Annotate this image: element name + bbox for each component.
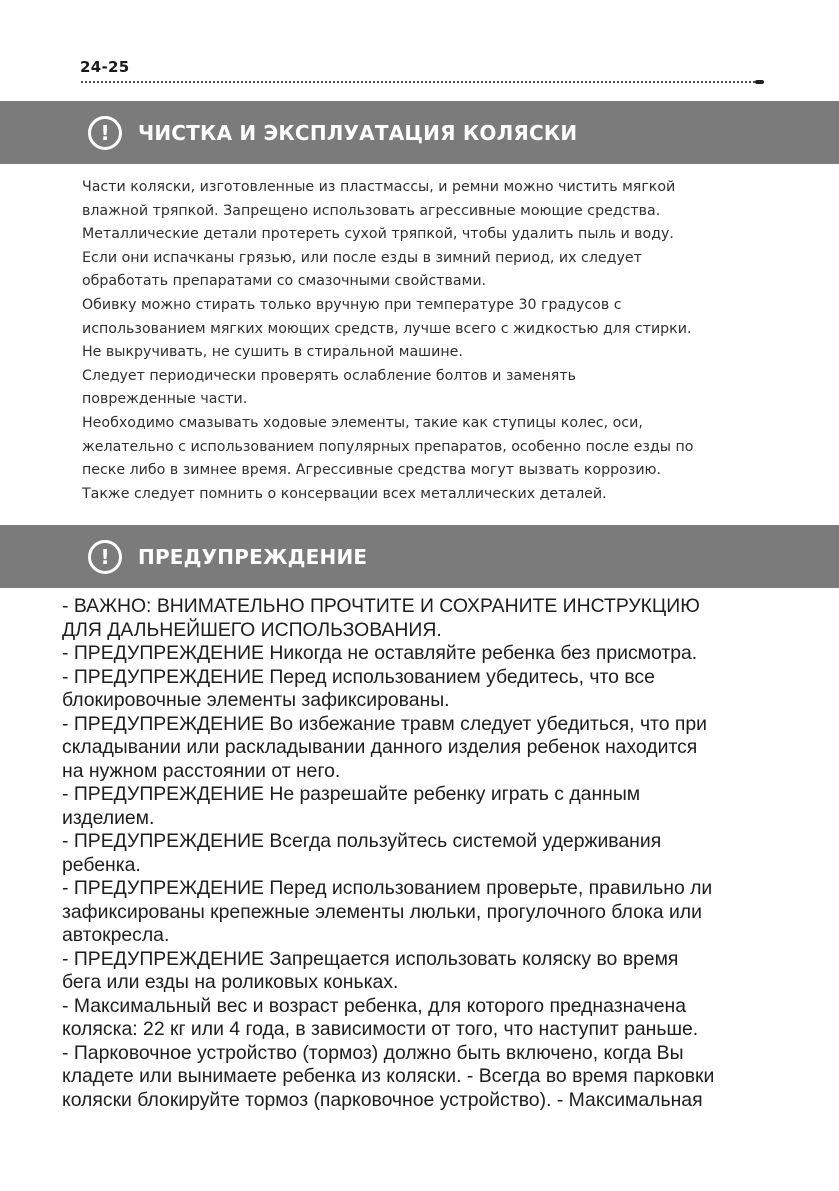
warning-line: автокресла. [62, 924, 170, 946]
warning-line: изделием. [62, 806, 155, 829]
warning-line: бега или езды на роликовых коньках. [62, 971, 399, 993]
paragraph-line: Обивку можно стирать только вручную при температуре 30 градусов с [82, 296, 622, 313]
warning-section-body [62, 595, 792, 1112]
alert-circle-icon: ! [88, 540, 122, 574]
divider-end-mark [755, 80, 764, 84]
warning-line: ребенка. [62, 853, 141, 876]
warning-line: блокировочные элементы зафиксированы. [62, 689, 450, 711]
paragraph-line: Следует периодически проверять ослабление болтов и заменять [82, 367, 576, 384]
page-number: 24-25 [80, 58, 130, 76]
warning-line: - ПРЕДУПРЕЖДЕНИЕ Перед использованием убедитесь, что все [62, 665, 655, 688]
paragraph-line: желательно с использованием популярных препаратов, особенно после езды по [82, 438, 694, 455]
warning-line: коляска: 22 кг или 4 года, в зависимости от того, что наступит раньше. [62, 1018, 699, 1040]
alert-circle-icon: ! [88, 116, 122, 150]
paragraph-line: Необходимо смазывать ходовые элементы, такие как ступицы колес, оси, [82, 414, 643, 431]
paragraph-line: использованием мягких моющих средств, лучше всего с жидкостью для стирки. [82, 320, 692, 337]
paragraph-line: Не выкручивать, не сушить в стиральной машине. [82, 344, 463, 361]
warning-line: - ПРЕДУПРЕЖДЕНИЕ Не разрешайте ребенку играть с данным [62, 783, 641, 805]
warning-line: - ПРЕДУПРЕЖДЕНИЕ Запрещается использовать коляску во время [62, 947, 679, 970]
paragraph-line: песке либо в зимнее время. Агрессивные средства могут вызвать коррозию. [82, 462, 662, 479]
warning-line: - ПРЕДУПРЕЖДЕНИЕ Никогда не оставляйте ребенка без присмотра. [62, 642, 698, 664]
dotted-divider [80, 80, 764, 84]
warning-line: - Максимальный вес и возраст ребенка, для которого предназначена [62, 994, 687, 1017]
warning-section-title: ПРЕДУПРЕЖДЕНИЕ [138, 544, 368, 569]
care-section-title: ЧИСТКА И ЭКСПЛУАТАЦИЯ КОЛЯСКИ [138, 120, 578, 145]
warning-line: - Парковочное устройство (тормоз) должно быть включено, когда Вы [62, 1041, 684, 1064]
warning-line: - ПРЕДУПРЕЖДЕНИЕ Всегда пользуйтесь системой удерживания [62, 830, 662, 852]
paragraph-line: Металлические детали протереть сухой тряпкой, чтобы удалить пыль и воду. [82, 226, 674, 243]
care-section-banner [0, 101, 839, 164]
paragraph-line: влажной тряпкой. Запрещено использовать агрессивные моющие средства. [82, 202, 661, 219]
care-section-body [82, 176, 772, 506]
warning-line: на нужном расстоянии от него. [62, 759, 341, 782]
warning-line: кладете или вынимаете ребенка из коляски. - Всегда во время парковки [62, 1065, 715, 1087]
warning-line: - ПРЕДУПРЕЖДЕНИЕ Перед использованием проверьте, правильно ли [62, 877, 713, 899]
paragraph-line: обработать препаратами со смазочными свойствами. [82, 273, 487, 290]
warning-line: ДЛЯ ДАЛЬНЕЙШЕГО ИСПОЛЬЗОВАНИЯ. [62, 618, 442, 641]
paragraph-line: Также следует помнить о консервации всех металлических деталей. [82, 485, 607, 502]
warning-line: складывании или раскладывании данного изделия ребенок находится [62, 736, 698, 758]
paragraph-line: Части коляски, изготовленные из пластмассы, и ремни можно чистить мягкой [82, 179, 676, 195]
warning-line: - ПРЕДУПРЕЖДЕНИЕ Во избежание травм следует убедиться, что при [62, 712, 708, 735]
warning-line: зафиксированы крепежные элементы люльки, прогулочного блока или [62, 900, 702, 923]
paragraph-line: поврежденные части. [82, 391, 248, 408]
warning-line: коляски блокируйте тормоз (парковочное устройство). - Максимальная [62, 1088, 703, 1111]
warning-section-banner [0, 525, 839, 588]
paragraph-line: Если они испачканы грязью, или после езды в зимний период, их следует [82, 249, 642, 266]
warning-line: - ВАЖНО: ВНИМАТЕЛЬНО ПРОЧТИТЕ И СОХРАНИТЕ ИНСТРУКЦИЮ [62, 595, 700, 617]
